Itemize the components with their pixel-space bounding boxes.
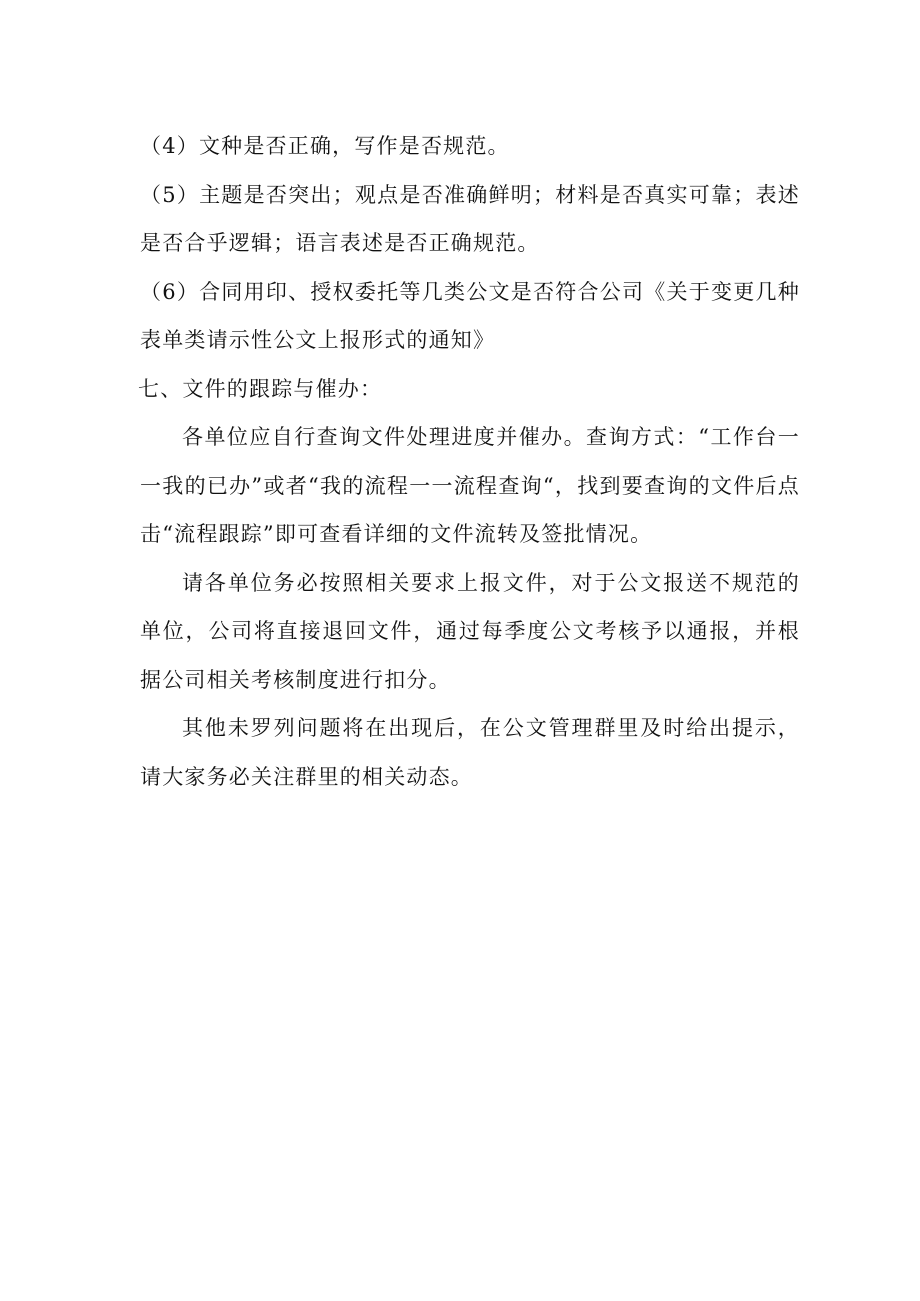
document-body [140, 122, 800, 801]
paragraph-tracking-method: 各单位应自行查询文件处理进度并催办。查询方式：“工作台一一我的已办”或者“我的流程一一流程查询“，找到要查询的文件后点击“流程跟踪”即可查看详细的文件流转及签批情况。 [140, 425, 800, 546]
checklist-item-5: （5）主题是否突出；观点是否准确鲜明；材料是否真实可靠；表述是否合乎逻辑；语言表述是否正确规范。 [140, 182, 800, 255]
section-heading-tracking: 七、文件的跟踪与催办： [138, 376, 383, 401]
checklist-item-4: （4）文种是否正确，写作是否规范。 [140, 134, 510, 158]
checklist-item-6: （6）合同用印、授权委托等几类公文是否符合公司《关于变更几种表单类请示性公文上报形式的通知》 [140, 279, 800, 352]
paragraph-other-issues: 其他未罗列问题将在出现后，在公文管理群里及时给出提示，请大家务必关注群里的相关动态。 [140, 716, 800, 789]
paragraph-compliance-requirement: 请各单位务必按照相关要求上报文件，对于公文报送不规范的单位，公司将直接退回文件，通过每季度公文考核予以通报，并根据公司相关考核制度进行扣分。 [140, 570, 800, 692]
